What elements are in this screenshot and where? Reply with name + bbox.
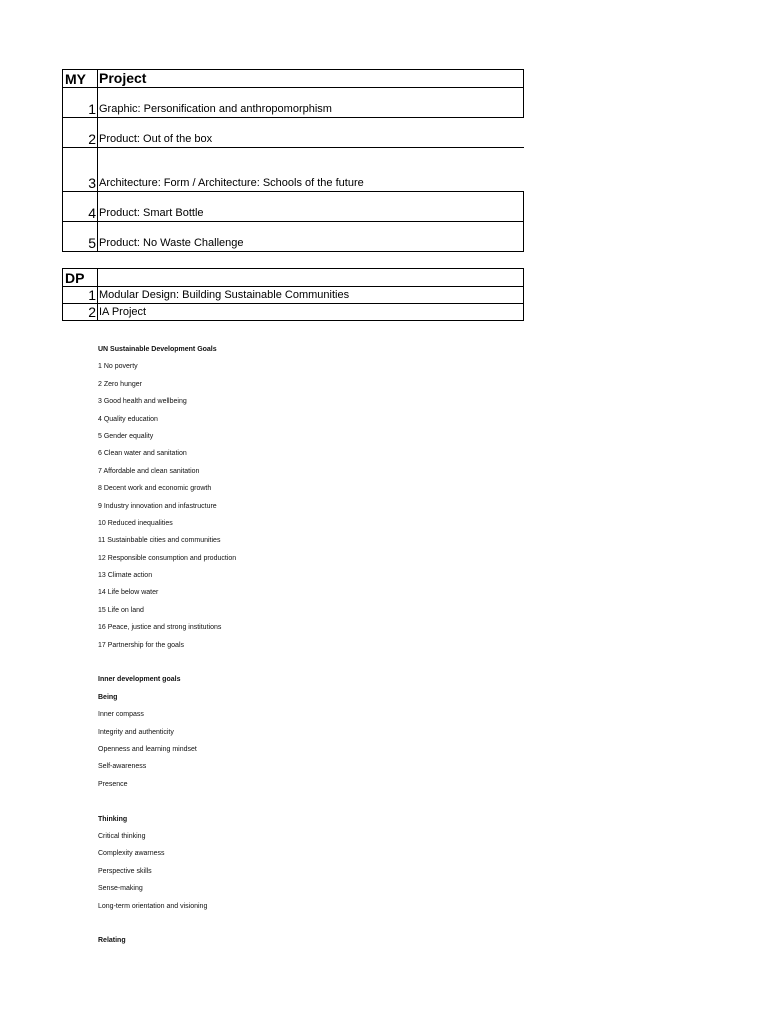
- dp-row-2-number[interactable]: 2: [63, 304, 98, 321]
- sdg-item: 15 Life on land: [98, 606, 144, 614]
- sdg-item: 4 Quality education: [98, 415, 158, 423]
- idg-relating-heading: Relating: [98, 937, 126, 945]
- sdg-item: 1 No poverty: [98, 363, 138, 371]
- my-row-4-number[interactable]: 4: [63, 192, 98, 222]
- idg-thinking-item: Sense-making: [98, 885, 143, 893]
- my-row-3-number[interactable]: 3: [63, 148, 98, 192]
- idg-being-item: Inner compass: [98, 711, 144, 719]
- sdg-item: 12 Responsible consumption and production: [98, 554, 237, 562]
- idg-thinking-item: Complexity awarness: [98, 850, 165, 858]
- sdg-item: 7 Affordable and clean sanitation: [98, 467, 200, 475]
- dp-row-1-text[interactable]: Modular Design: Building Sustainable Communities: [98, 287, 524, 304]
- dp-row-1-number[interactable]: 1: [63, 287, 98, 304]
- my-header-code[interactable]: MY: [63, 70, 98, 88]
- idg-thinking-item: Long-term orientation and visioning: [98, 902, 208, 910]
- idg-being-item: Self-awareness: [98, 763, 147, 771]
- my-projects-table: [62, 69, 524, 252]
- goals-notes: [98, 345, 236, 954]
- my-row-2-text[interactable]: Product: Out of the box: [98, 118, 524, 148]
- sdg-item: 5 Gender equality: [98, 432, 154, 440]
- sdg-item: 17 Partnership for the goals: [98, 641, 184, 649]
- spacer: [98, 797, 236, 814]
- spacer: [98, 658, 236, 675]
- my-row-1-number[interactable]: 1: [63, 88, 98, 118]
- idg-being-heading: Being: [98, 693, 118, 701]
- my-row-2-number[interactable]: 2: [63, 118, 98, 148]
- my-header-title[interactable]: Project: [98, 70, 524, 88]
- dp-row-2-text[interactable]: IA Project: [98, 304, 524, 321]
- dp-header-code[interactable]: DP: [63, 269, 98, 287]
- idg-being-item: Openness and learning mindset: [98, 745, 197, 753]
- sdg-item: 11 Sustainbable cities and communities: [98, 537, 221, 545]
- dp-projects-table: [62, 268, 524, 321]
- sdg-item: 13 Climate action: [98, 572, 153, 580]
- sdg-item: 10 Reduced inequalities: [98, 519, 173, 527]
- idg-heading: Inner development goals: [98, 676, 181, 684]
- my-row-3-text[interactable]: Architecture: Form / Architecture: Schools of the future: [98, 148, 524, 192]
- spacer: [98, 919, 236, 936]
- sdg-item: 9 Industry innovation and infastructure: [98, 502, 217, 510]
- idg-thinking-item: Perspective skills: [98, 867, 152, 875]
- sdg-item: 3 Good health and wellbeing: [98, 398, 187, 406]
- my-row-5-text[interactable]: Product: No Waste Challenge: [98, 222, 524, 252]
- sdg-item: 16 Peace, justice and strong institutions: [98, 624, 222, 632]
- sdg-item: 14 Life below water: [98, 589, 159, 597]
- my-row-4-text[interactable]: Product: Smart Bottle: [98, 192, 524, 222]
- idg-thinking-heading: Thinking: [98, 815, 128, 823]
- idg-being-item: Presence: [98, 780, 128, 788]
- sdg-heading: UN Sustainable Development Goals: [98, 346, 217, 353]
- idg-being-item: Integrity and authenticity: [98, 728, 174, 736]
- sdg-item: 6 Clean water and sanitation: [98, 450, 187, 458]
- my-row-1-text[interactable]: Graphic: Personification and anthropomorphism: [98, 88, 524, 118]
- sdg-item: 8 Decent work and economic growth: [98, 485, 212, 493]
- idg-thinking-item: Critical thinking: [98, 832, 146, 840]
- sdg-item: 2 Zero hunger: [98, 380, 142, 388]
- dp-header-title[interactable]: [98, 269, 524, 287]
- my-row-5-number[interactable]: 5: [63, 222, 98, 252]
